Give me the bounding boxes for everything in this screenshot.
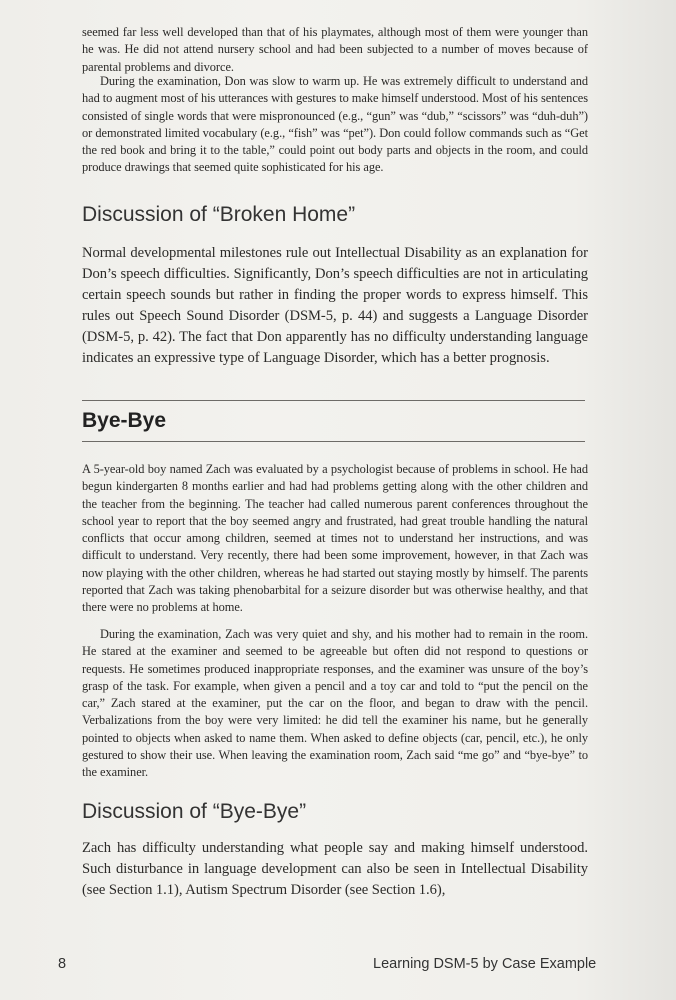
discussion-bye-bye-heading: Discussion of “Bye-Bye”: [82, 800, 307, 823]
intro-paragraph-2: During the examination, Don was slow to warm up. He was extremely difficult to understand and had to augment most of his utterances with gestures to make himself understood. Most of his sentences consisted of single words that were mispronounced (e.g., “gun” was “dub,” “scissors” was “duh-duh”) or demonstrated limited vocabulary (e.g., “fish” was “pet”). Don could follow commands such as “Get the red book and bring it to the table,” could point out body parts and objects in the room, and could produce drawings that seemed quite sophisticated for his age.: [82, 74, 588, 175]
running-footer-title: Learning DSM-5 by Case Example: [373, 956, 597, 972]
section-bottom-rule: [82, 441, 585, 442]
discussion-broken-home-text: Normal developmental milestones rule out Intellectual Disability as an explanation for Don’s speech difficulties. Significantly, Don’s speech difficulties are not in articulating certain speech sounds but rather in finding the proper words to express himself. This rules out Speech Sound Disorder (DSM-5, p. 44) and suggests a Language Disorder (DSM-5, p. 42). The fact that Don apparently has no difficulty understanding language indicates an expressive type of Language Disorder, which has a better prognosis.: [82, 245, 588, 366]
case-paragraph-1: A 5-year-old boy named Zach was evaluated by a psychologist because of problems in school. He had begun kindergarten 8 months earlier and had had problems getting along with the other children and the teacher from the beginning. The teacher had called numerous parent conferences throughout the school year to report that the boy seemed angry and frustrated, had great trouble handling the natural conflicts that occur among children, seemed at times not to understand her instructions, and was difficult to understand. Very recently, there had been some improvement, however, in that Zach was now playing with the other children, whereas he had started out staying mostly by himself. The parents reported that Zach was taking phenobarbital for a seizure disorder but was otherwise healthy, and that there were no problems at home.: [82, 462, 588, 615]
section-top-rule: [82, 400, 585, 401]
discussion-bye-bye-text: Zach has difficulty understanding what people say and making himself understood. Such disturbance in language development can also be seen in Intellectual Disability (see Section 1.1), Autism Spectrum Disorder (see Section 1.6),: [82, 840, 588, 898]
case-paragraph-2: During the examination, Zach was very quiet and shy, and his mother had to remain in the room. He stared at the examiner and seemed to be agreeable but often did not respond to questions or requests. He sometimes produced inappropriate responses, and the examiner was unsure of the boy’s grasp of the task. For example, when given a pencil and a toy car and told to “put the pencil on the car,” Zach stared at the examiner, put the car on the floor, and began to draw with the pencil. Verbalizations from the boy were very limited: he did tell the examiner his name, but he generally pointed to objects when asked to name them. When asked to define objects (car, pencil, etc.), he only gestured to show their use. When leaving the examination room, Zach said “me go” and “bye-bye” to the examiner.: [82, 627, 588, 780]
intro-paragraph-1: seemed far less well developed than that of his playmates, although most of them were younger than he was. He did not attend nursery school and had been subjected to a number of moves because of parental problems and divorce.: [82, 25, 588, 74]
case-title: Bye-Bye: [82, 409, 167, 432]
page-number: 8: [58, 956, 67, 972]
discussion-broken-home-heading: Discussion of “Broken Home”: [82, 203, 356, 226]
